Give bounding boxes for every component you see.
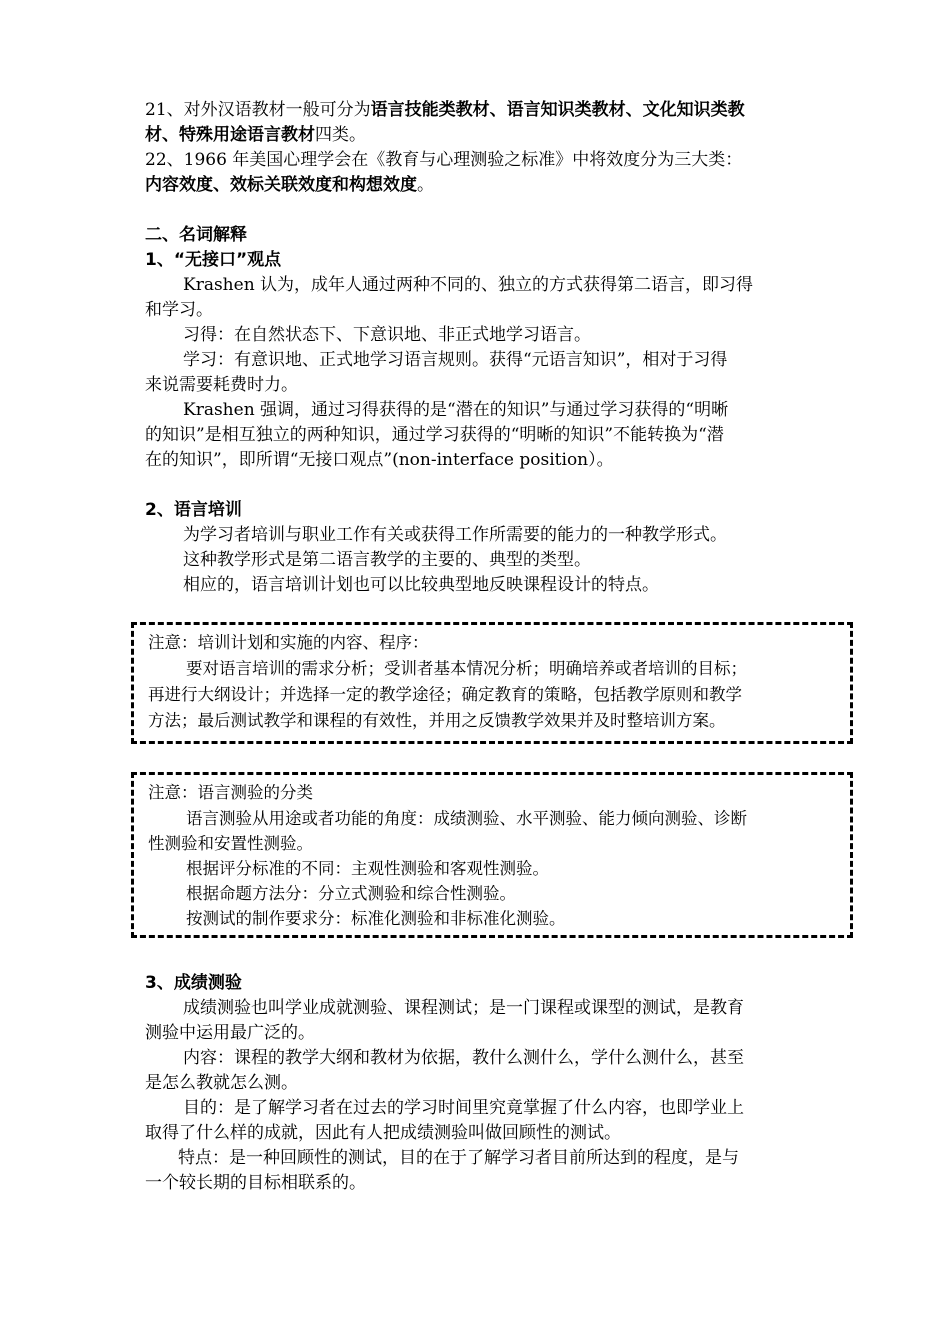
- q21-prefix: 21、对外汉语教材一般可分为: [145, 100, 371, 120]
- term3-p2-line-2: 是怎么教就怎么测。: [145, 1073, 298, 1093]
- note2-line-4: 根据评分标准的不同：主观性测验和客观性测验。: [186, 859, 549, 878]
- note2-line-6: 按测试的制作要求分：标准化测验和非标准化测验。: [186, 909, 566, 928]
- term1-p3-line-1: 学习：有意识地、正式地学习语言规则。获得“元语言知识”，相对于习得: [183, 350, 728, 370]
- term3-title: 3、成绩测验: [145, 973, 242, 993]
- note1-line-4: 方法；最后测试教学和课程的有效性，并用之反馈教学效果并及时整培训方案。: [148, 711, 726, 730]
- term3-p2-line-1: 内容：课程的教学大纲和教材为依据，教什么测什么，学什么测什么，甚至: [183, 1048, 744, 1068]
- section-heading: 二、名词解释: [145, 225, 247, 245]
- q21-suffix: 四类。: [315, 125, 366, 145]
- term3-p1-line-2: 测验中运用最广泛的。: [145, 1023, 315, 1043]
- q22-suffix: 。: [417, 175, 434, 195]
- term1-title: 1、“无接口”观点: [145, 250, 282, 270]
- q21-line-1: [145, 98, 745, 122]
- q22-line-1: 22、1966 年美国心理学会在《教育与心理测验之标准》中将效度分为三大类：: [145, 150, 743, 170]
- q22-line-2: [145, 173, 434, 197]
- note1-line-1: 注意：培训计划和实施的内容、程序：: [148, 633, 429, 652]
- term3-p3-line-1: 目的：是了解学习者在过去的学习时间里究竟掌握了什么内容，也即学业上: [183, 1098, 744, 1118]
- term1-p2: 习得：在自然状态下、下意识地、非正式地学习语言。: [183, 325, 591, 345]
- term2-p3: 相应的，语言培训计划也可以比较典型地反映课程设计的特点。: [183, 575, 659, 595]
- note1-line-2: 要对语言培训的需求分析；受训者基本情况分析；明确培养或者培训的目标；: [186, 659, 747, 678]
- note2-line-5: 根据命题方法分：分立式测验和综合性测验。: [186, 884, 516, 903]
- term3-p1-line-1: 成绩测验也叫学业成就测验、课程测试；是一门课程或课型的测试，是教育: [183, 998, 744, 1018]
- q22-bold: 内容效度、效标关联效度和构想效度: [145, 175, 417, 195]
- note-box-training: [131, 622, 853, 744]
- term1-p4-line-1: Krashen 强调，通过习得获得的是“潜在的知识”与通过学习获得的“明晰: [183, 400, 729, 420]
- term3-p4-line-1: 特点：是一种回顾性的测试，目的在于了解学习者目前所达到的程度，是与: [178, 1148, 739, 1168]
- term3-p3-line-2: 取得了什么样的成就，因此有人把成绩测验叫做回顾性的测试。: [145, 1123, 621, 1143]
- term1-p4-line-3: 在的知识”，即所谓“无接口观点”(non-interface position）。: [145, 450, 614, 470]
- q21-line-2: [145, 123, 366, 147]
- term1-p4-line-2: 的知识”是相互独立的两种知识，通过学习获得的“明晰的知识”不能转换为“潜: [145, 425, 724, 445]
- term1-p1-line-1: Krashen 认为，成年人通过两种不同的、独立的方式获得第二语言，即习得: [183, 275, 754, 295]
- term2-p2: 这种教学形式是第二语言教学的主要的、典型的类型。: [183, 550, 591, 570]
- note-box-test-types: [131, 772, 853, 938]
- q21-bold-2: 材、特殊用途语言教材: [145, 125, 315, 145]
- q21-bold-1: 语言技能类教材、语言知识类教材、文化知识类教: [370, 100, 745, 120]
- term1-p3-line-2: 来说需要耗费时力。: [145, 375, 298, 395]
- term2-p1: 为学习者培训与职业工作有关或获得工作所需要的能力的一种教学形式。: [183, 525, 727, 545]
- term2-title: 2、语言培训: [145, 500, 242, 520]
- note2-line-2: 语言测验从用途或者功能的角度：成绩测验、水平测验、能力倾向测验、诊断: [186, 809, 747, 828]
- term1-p1-line-2: 和学习。: [145, 300, 213, 320]
- note1-line-3: 再进行大纲设计；并选择一定的教学途径；确定教育的策略，包括教学原则和教学: [148, 685, 742, 704]
- note2-line-1: 注意：语言测验的分类: [148, 783, 313, 802]
- term3-p4-line-2: 一个较长期的目标相联系的。: [145, 1173, 366, 1193]
- note2-line-3: 性测验和安置性测验。: [148, 834, 313, 853]
